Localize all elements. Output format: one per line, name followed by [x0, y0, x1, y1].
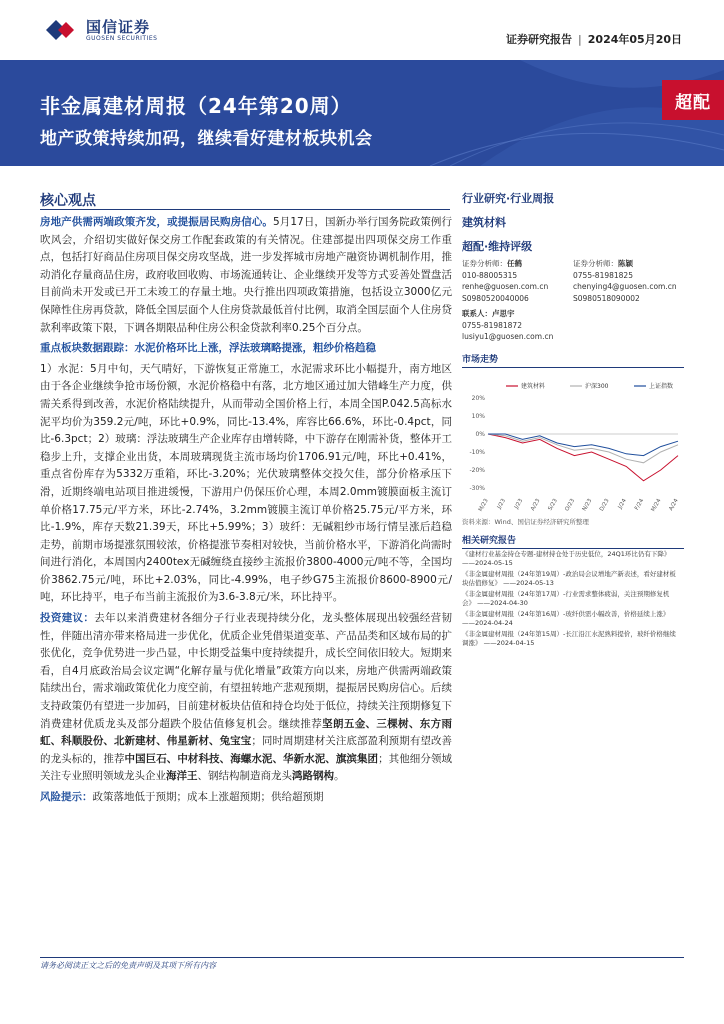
paragraph-tracking-lead — [40, 340, 452, 358]
core-heading: 核心观点 — [40, 193, 96, 209]
legend-label: 建筑材料 — [521, 383, 546, 390]
x-tick-label: F/24 — [633, 498, 646, 512]
x-tick-label: D/23 — [598, 498, 611, 513]
contact-email[interactable]: lusiyu1@guosen.com.cn — [462, 332, 554, 342]
x-tick-label: J/24 — [617, 498, 628, 511]
main-content — [40, 214, 452, 810]
report-subtitle: 地产政策持续加码，继续看好建材板块机会 — [40, 129, 373, 149]
tracking-lead: 重点板块数据跟踪：水泥价格环比上涨，浮法玻璃略提涨，粗纱价格趋稳 — [40, 342, 376, 355]
guosen-logo-icon — [44, 16, 80, 44]
report-type: 证券研究报告 — [506, 33, 573, 46]
sidebar-category: 行业研究·行业周报 — [462, 192, 555, 205]
core-divider — [40, 209, 450, 210]
x-tick-label: A/24 — [668, 498, 680, 512]
analyst-name: 任鹤 — [507, 259, 522, 268]
y-tick-label: 20% — [471, 395, 485, 402]
contact — [462, 308, 684, 343]
y-tick-label: -20% — [469, 467, 485, 474]
sidebar-rating: 超配·维持评级 — [462, 240, 533, 253]
analyst-email[interactable]: renhe@guosen.com.cn — [462, 282, 549, 292]
logo — [44, 16, 157, 44]
related-report-item[interactable]: 《建材行业基金持仓专题-建材持仓处于历史低位，24Q1环比仍有下降》 ——2024-05-15 — [462, 550, 671, 567]
analysts — [462, 258, 684, 304]
investment-lead: 投资建议： — [40, 612, 95, 625]
analyst-name: 陈颖 — [618, 259, 633, 268]
analyst-phone: 010-88005315 — [462, 270, 518, 280]
recommend-lighting: 海洋王 — [166, 770, 198, 783]
report-title: 非金属建材周报（24年第20周） — [40, 94, 352, 118]
y-tick-label: -10% — [469, 449, 485, 456]
logo-en: GUOSEN SECURITIES — [86, 34, 158, 42]
risk-body: 政策落地低于预期；成本上涨超预期；供给超预期 — [92, 791, 324, 803]
risk-lead: 风险提示： — [40, 791, 93, 803]
x-tick-label: J/23 — [496, 498, 508, 511]
investment-mid: ；同时周期建材关注底部盈利预期有望改善的龙头标的，推荐 — [40, 735, 453, 765]
related-report-item[interactable]: 《非金属建材周报（24年第16周）-玻纤供需小幅改善，价格延续上涨》 ——2024-04-24 — [462, 610, 670, 627]
x-tick-label: A/23 — [530, 498, 542, 512]
x-tick-label: S/23 — [547, 498, 559, 512]
series-line-2 — [488, 434, 678, 456]
disclaimer: 请务必阅读正文之后的免责声明及其项下所有内容 — [40, 961, 216, 970]
paragraph-tracking: 1）水泥：5月中旬，天气晴好，下游恢复正常施工，水泥需求环比小幅提升，南方地区由于各企业继续争抢市场份额，水泥价格稳中有落，北方地区通过加大错峰生产力度，供需关系得到改善，水泥价格陆续提升，从而带动全国价格上行，本周全国P.042.5高标水泥平均价为359.2元/吨，环比+0.9%，同比-13.4%，库容比66.6%，环比-0.4pct，同比-6.3pct；2）玻璃：浮法玻璃生产企业库存由增转降，中下游存在刚需补货，整体开工稳步上升，支撑企业出货，本周玻璃现货主流市场均价1706.91元/吨，环比+0.41%，重点省份库存为5332万重箱，环比-3.20%；光伏玻璃整体交投欠佳，部分价格承压下滑，近期终端电站项目推进缓慢，下游用户仍保压价心理，本周2.0mm镀膜面板主流订单价格17.75元/平方米，环比-2.74%，3.2mm镀膜主流订单价格25.75元/平方米，环比-1.9%，库存天数21.39天，环比+5.99%；3）玻纤：无碱粗纱市场行情呈涨后趋稳走势，前期市场提涨氛围较浓，价格提涨节奏相对较快，当前价格水平，下游消化尚需时间进行消化，本周国内2400tex无碱缠绕直接纱主流报价3800-4000元/吨不等，全国均价3862.75元/吨，环比+2.03%，同比-4.99%，电子纱G75主流报价8600-8900元/吨，环比持平，电子布当前主流报价为3.6-3.8元/米，环比持平。 — [40, 362, 452, 604]
x-tick-label: J/23 — [513, 498, 525, 511]
contact-name: 卢思宇 — [492, 309, 515, 318]
legend-label: 上证指数 — [649, 383, 674, 390]
analyst-email[interactable]: chenying4@guosen.com.cn — [573, 282, 677, 292]
recommend-consumer: 坚朗五金、三棵树、东方雨虹、科顺股份、北新建材、伟星新材、兔宝宝 — [40, 717, 453, 748]
investment-mid2: ；其他细分领域关注专业照明领域龙头企业 — [40, 752, 453, 783]
report-meta: 证券研究报告 | 2024年05月20日 — [506, 33, 682, 46]
chart-source: 资料来源：Wind、国信证券经济研究所整理 — [462, 518, 589, 526]
series-line-1 — [488, 434, 678, 463]
analyst-label: 证券分析师： — [573, 259, 618, 268]
investment-body: 去年以来消费建材各细分子行业表现持续分化，龙头整体展现出较强经营韧性，伴随出清亦带来格局进一步优化，优质企业凭借渠道变革、产品品类和区域布局的扩张优化，竞争优势进一步凸显，中长期受益集中度持续提升，成长空间依旧较大。短期来看，自4月底政治局会议定调“化解存量与优化增量”政策方向以来，房地产供需两端政策陆续出台，需求端政策优化力度空前，有望扭转地产悲观预期，提振居民购房信心。后续支持政策仍有望进一步加码，目前建材板块估值和持仓均处于低位，持续关注预期修复下消费建材优质龙头及部分超跌个股估值修复机会。继续推荐 — [40, 612, 453, 730]
logo-cn: 国信证券 — [86, 17, 151, 36]
analyst-card — [462, 258, 573, 304]
paragraph-risk — [40, 789, 452, 807]
market-trend-title: 市场走势 — [462, 352, 684, 368]
analyst-cert: S0980518090002 — [573, 293, 640, 303]
x-tick-label: M/24 — [650, 498, 663, 513]
rating-badge: 超配 — [662, 80, 724, 120]
paragraph-investment — [40, 610, 452, 786]
paragraph-policy — [40, 214, 452, 337]
series-line-0 — [488, 434, 678, 481]
y-tick-label: -30% — [469, 485, 485, 492]
related-reports-title: 相关研究报告 — [462, 533, 684, 549]
report-date: 2024年05月20日 — [587, 33, 682, 46]
analyst-cert: S0980520040006 — [462, 293, 529, 303]
investment-end: 。 — [334, 770, 345, 783]
legend-label: 沪深300 — [585, 383, 609, 390]
related-report-item[interactable]: 《非金属建材周报（24年第19周）-政治局会议增地产新表述，看好建材板块估值修复》 ——2024-05-13 — [462, 570, 676, 587]
contact-phone: 0755-81981872 — [462, 320, 522, 330]
x-tick-label: N/23 — [581, 498, 594, 513]
policy-body: 5月17日，国新办举行国务院政策例行吹风会，介绍切实做好保交房工作配套政策的有关情况。住建部提出四项保交房工作重点，包括打好商品住房项目保交房攻坚战，进一步发挥城市房地产融资协调机制作用，推动消化存量商品住房，政府收回收购、市场流通转让、企业继续开发等方式妥善处置盘活目前尚未开发或已开工未竣工的存量土地。央行推出四项政策措施，包括设立3000亿元保障性住房再贷款，降低全国层面个人住房贷款最低首付比例，取消全国层面个人住房贷款利率政策下限，下调各期限品种住房公积金贷款利率0.25个百分点。 — [40, 216, 452, 334]
related-report-item[interactable]: 《非金属建材周报（24年第17周）-行业需求整体疲弱，关注预期修复机会》 ——2024-04-30 — [462, 590, 670, 607]
market-trend-chart — [462, 376, 684, 516]
investment-mid3: 、钢结构制造商龙头 — [197, 770, 292, 783]
x-tick-label: M/23 — [477, 498, 490, 513]
analyst-label: 证券分析师： — [462, 259, 507, 268]
top-bar — [0, 0, 724, 60]
recommend-cyclical: 中国巨石、中材科技、海螺水泥、华新水泥、旗滨集团 — [124, 752, 379, 765]
analyst-phone: 0755-81981825 — [573, 270, 633, 280]
analyst-card — [573, 258, 684, 304]
recommend-steel: 鸿路钢构 — [292, 770, 334, 783]
sidebar-industry: 建筑材料 — [462, 216, 506, 229]
y-tick-label: 10% — [471, 413, 485, 420]
policy-lead: 房地产供需两端政策齐发，或提振居民购房信心。 — [40, 216, 273, 228]
y-tick-label: 0% — [475, 431, 485, 438]
contact-label: 联系人： — [462, 309, 492, 318]
related-reports — [462, 550, 682, 650]
related-report-item[interactable]: 《非金属建材周报（24年第15周）-长江沿江水泥熟料提价，玻纤价格继续调涨》 ——2024-04-15 — [462, 630, 676, 647]
x-tick-label: O/23 — [564, 498, 577, 513]
footer-divider — [40, 957, 684, 958]
